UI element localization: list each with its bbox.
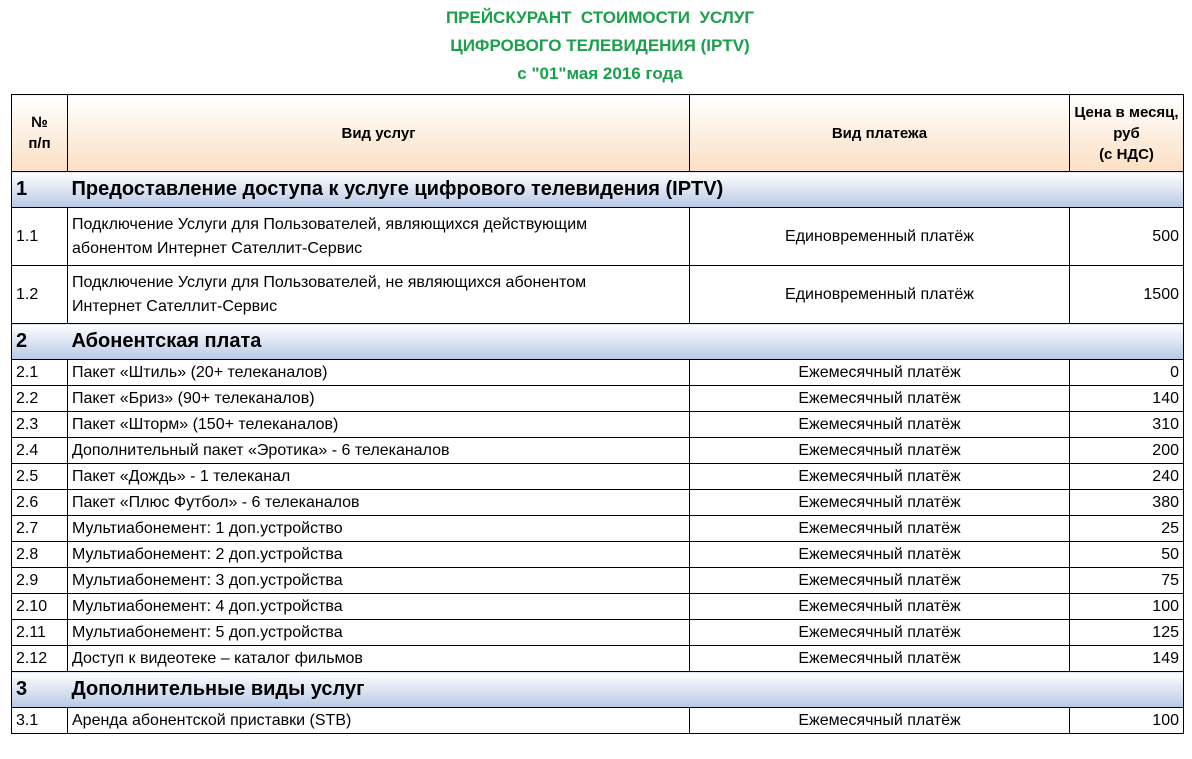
row-price: 310 bbox=[1070, 412, 1184, 438]
title-line-3: с "01"мая 2016 года bbox=[517, 64, 683, 83]
table-row bbox=[12, 386, 1184, 412]
title-line-2: ЦИФРОВОГО ТЕЛЕВИДЕНИЯ (IPTV) bbox=[450, 36, 750, 55]
row-num: 2.5 bbox=[12, 464, 68, 490]
column-header-payment: Вид платежа bbox=[690, 95, 1070, 172]
title-line-1: ПРЕЙСКУРАНТ СТОИМОСТИ УСЛУГ bbox=[445, 8, 755, 27]
row-service: Доступ к видеотеке – каталог фильмов bbox=[68, 646, 690, 672]
section-num: 3 bbox=[12, 672, 68, 708]
table-row bbox=[12, 360, 1184, 386]
row-service: Подключение Услуги для Пользователей, не являющихся абонентом Интернет Сателлит-Сервис bbox=[68, 266, 690, 324]
row-service: Мультиабонемент: 3 доп.устройства bbox=[68, 568, 690, 594]
table-header-row bbox=[12, 95, 1184, 172]
row-price: 240 bbox=[1070, 464, 1184, 490]
row-num: 2.8 bbox=[12, 542, 68, 568]
row-num: 3.1 bbox=[12, 708, 68, 734]
row-payment: Ежемесячный платёж bbox=[690, 412, 1070, 438]
row-num: 2.7 bbox=[12, 516, 68, 542]
row-payment: Единовременный платёж bbox=[690, 208, 1070, 266]
section-num: 2 bbox=[12, 324, 68, 360]
row-payment: Ежемесячный платёж bbox=[690, 464, 1070, 490]
section-num: 1 bbox=[12, 172, 68, 208]
table-row bbox=[12, 594, 1184, 620]
row-price: 380 bbox=[1070, 490, 1184, 516]
row-payment: Ежемесячный платёж bbox=[690, 646, 1070, 672]
row-num: 2.10 bbox=[12, 594, 68, 620]
row-price: 25 bbox=[1070, 516, 1184, 542]
column-header-service: Вид услуг bbox=[68, 95, 690, 172]
section-row bbox=[12, 672, 1184, 708]
row-service: Пакет «Шторм» (150+ телеканалов) bbox=[68, 412, 690, 438]
table-row bbox=[12, 412, 1184, 438]
table-row bbox=[12, 516, 1184, 542]
table-row bbox=[12, 708, 1184, 734]
row-service: Мультиабонемент: 4 доп.устройства bbox=[68, 594, 690, 620]
row-service: Пакет «Плюс Футбол» - 6 телеканалов bbox=[68, 490, 690, 516]
row-num: 2.2 bbox=[12, 386, 68, 412]
table-row bbox=[12, 490, 1184, 516]
row-price: 100 bbox=[1070, 594, 1184, 620]
row-price: 200 bbox=[1070, 438, 1184, 464]
table-row bbox=[12, 438, 1184, 464]
table-row bbox=[12, 568, 1184, 594]
column-header-price: Цена в месяц, руб (с НДС) bbox=[1070, 95, 1184, 172]
row-payment: Ежемесячный платёж bbox=[690, 708, 1070, 734]
row-price: 500 bbox=[1070, 208, 1184, 266]
section-row bbox=[12, 324, 1184, 360]
row-price: 140 bbox=[1070, 386, 1184, 412]
section-row bbox=[12, 172, 1184, 208]
section-title: Предоставление доступа к услуге цифрового телевидения (IPTV) bbox=[68, 172, 1184, 208]
column-header-num: № п/п bbox=[12, 95, 68, 172]
row-service: Пакет «Бриз» (90+ телеканалов) bbox=[68, 386, 690, 412]
row-service: Аренда абонентской приставки (STB) bbox=[68, 708, 690, 734]
row-payment: Единовременный платёж bbox=[690, 266, 1070, 324]
row-num: 2.4 bbox=[12, 438, 68, 464]
section-title: Дополнительные виды услуг bbox=[68, 672, 1184, 708]
table-row bbox=[12, 646, 1184, 672]
row-num: 2.3 bbox=[12, 412, 68, 438]
table-row bbox=[12, 464, 1184, 490]
row-service: Мультиабонемент: 2 доп.устройства bbox=[68, 542, 690, 568]
row-num: 1.2 bbox=[12, 266, 68, 324]
row-payment: Ежемесячный платёж bbox=[690, 360, 1070, 386]
row-price: 125 bbox=[1070, 620, 1184, 646]
row-payment: Ежемесячный платёж bbox=[690, 620, 1070, 646]
row-price: 149 bbox=[1070, 646, 1184, 672]
row-service: Мультиабонемент: 5 доп.устройства bbox=[68, 620, 690, 646]
row-price: 100 bbox=[1070, 708, 1184, 734]
row-payment: Ежемесячный платёж bbox=[690, 490, 1070, 516]
row-price: 1500 bbox=[1070, 266, 1184, 324]
row-service: Мультиабонемент: 1 доп.устройство bbox=[68, 516, 690, 542]
row-service: Подключение Услуги для Пользователей, являющихся действующим абонентом Интернет Сателлит-Сервис bbox=[68, 208, 690, 266]
row-payment: Ежемесячный платёж bbox=[690, 386, 1070, 412]
row-num: 2.9 bbox=[12, 568, 68, 594]
row-num: 2.6 bbox=[12, 490, 68, 516]
row-num: 1.1 bbox=[12, 208, 68, 266]
row-service: Дополнительный пакет «Эротика» - 6 телеканалов bbox=[68, 438, 690, 464]
table-row bbox=[12, 266, 1184, 324]
row-service: Пакет «Дождь» - 1 телеканал bbox=[68, 464, 690, 490]
row-price: 50 bbox=[1070, 542, 1184, 568]
table-row bbox=[12, 542, 1184, 568]
row-num: 2.12 bbox=[12, 646, 68, 672]
row-num: 2.1 bbox=[12, 360, 68, 386]
row-payment: Ежемесячный платёж bbox=[690, 516, 1070, 542]
row-service: Пакет «Штиль» (20+ телеканалов) bbox=[68, 360, 690, 386]
row-payment: Ежемесячный платёж bbox=[690, 568, 1070, 594]
price-table bbox=[11, 94, 1184, 734]
row-payment: Ежемесячный платёж bbox=[690, 542, 1070, 568]
row-price: 0 bbox=[1070, 360, 1184, 386]
table-row bbox=[12, 620, 1184, 646]
row-payment: Ежемесячный платёж bbox=[690, 438, 1070, 464]
page-title bbox=[300, 4, 900, 88]
row-payment: Ежемесячный платёж bbox=[690, 594, 1070, 620]
table-row bbox=[12, 208, 1184, 266]
section-title: Абонентская плата bbox=[68, 324, 1184, 360]
row-num: 2.11 bbox=[12, 620, 68, 646]
row-price: 75 bbox=[1070, 568, 1184, 594]
